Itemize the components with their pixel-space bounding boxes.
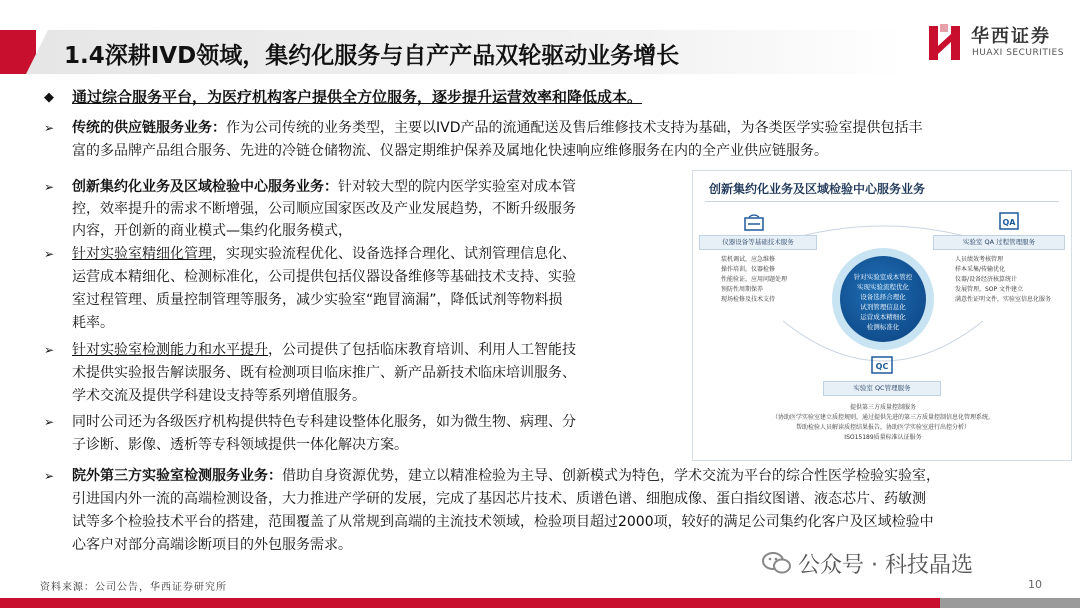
s4-underline: 针对实验室检测能力和水平提升 [72,342,268,358]
bullet-marker: ➢ [44,180,55,194]
s4-line-1 [72,340,576,360]
wechat-icon [762,550,792,576]
list-item: ISO15189质量标准认证服务 [844,434,922,441]
left-service-label: 仪器设备等基础技术服务 [699,235,817,250]
diamond-bullet: ◆ [44,90,54,105]
s6-line-1 [72,466,940,486]
bottom-service-list [733,403,1033,443]
center-text: 针对实验室成本管控 [853,273,913,281]
s4-line-2: 术提供实验报告解读服务、既有检测项目临床推广、新产品新技术临床培训服务、 [72,365,576,381]
s6-line-2: 引进国内外一流的高端检测设备，大力推进产学研的发展，完成了基因芯片技术、质谱色谱、细胞成像、蛋白指纹图谱、液态芯片、药敏测 [72,491,926,507]
bullet-marker: ➢ [44,121,55,135]
qa-shield-icon [997,211,1021,233]
diagram-title: 创新集约化业务及区域检验中心服务业务 [709,182,926,196]
watermark: 公众号 · 科技晶选 [798,553,973,578]
list-item: 帮助检验人员解读质控结果报告，协助医学实验室进行出控分析） [795,424,970,431]
list-item: 仪器/设备经济核算统计 [955,276,1018,283]
s5-line-2: 子诊断、影像、透析等专科领域提供一体化解决方案。 [72,437,408,453]
s2-line-1 [72,177,576,197]
s4-line-3: 学术交流及提供学科建设支持等系列增值服务。 [72,388,366,404]
list-item: 现场检修及技术支持 [721,296,776,303]
center-circle [840,256,926,342]
s3-underline: 针对实验室精细化管理 [72,246,212,262]
center-text: 试剂管理信息化 [860,303,906,311]
s1-line-2: 富的多品牌产品组合服务、先进的冷链仓储物流、仪器定期维护保养及属地化快速响应维修服务在内的全产业供应链服务。 [72,143,828,159]
s2-line-3: 内容，开创新的商业模式—集约化服务模式， [72,223,352,239]
qc-icon-text: QC [875,362,889,371]
s1-line-1 [72,118,922,138]
list-item: 性能验证，应用问题处理 [721,276,788,283]
qc-icon [869,355,895,377]
center-text: 检测标准化 [866,323,900,331]
service-diagram [692,170,1072,461]
s3-text-1: ，实现实验流程优化、设备选择合理化、试剂管理信息化、 [212,246,576,262]
center-text: 运营成本精细化 [860,313,906,321]
huaxi-logo [927,20,1067,66]
logo-cn: 华西证券 [971,26,1051,47]
list-item: 样本采集/传输优化 [955,266,1006,273]
bullet-marker: ➢ [44,415,55,429]
s2-line-2: 控，效率提升的需求不断增强，公司顺应国家医改及产业发展趋势，不断升级服务 [72,201,576,217]
device-icon [743,213,765,233]
title-bar [0,30,905,74]
s2-text-1: 针对较大型的院内医学实验室对成本管 [338,179,576,195]
list-item: （协助医学实验室建立质控规则，通过提供先进的第三方质量控制信息化管理系统， [771,414,994,421]
center-text: 设备选择合理化 [860,293,906,301]
page-number: 10 [1028,578,1042,591]
bullet-marker: ➢ [44,343,55,357]
headline: 通过综合服务平台，为医疗机构客户提供全方位服务，逐步提升运营效率和降低成本。 [72,88,643,106]
list-item: 提供第三方质量控制服务 [849,404,916,411]
s1-text-1: 作为公司传统的业务类型，主要以IVD产品的流通配送及售后维修技术支持为基础，为各类医学实验室提供包括丰 [226,120,923,136]
s2-label: 创新集约化业务及区域检验中心服务业务： [72,179,338,195]
right-service-label: 实验室 QA 过程管理服务 [933,235,1065,250]
s1-label: 传统的供应链服务业务： [72,120,226,136]
s6-label: 院外第三方实验室检测服务业务： [72,468,282,484]
s6-line-3: 试等多个检验技术平台的搭建，范围覆盖了从常规到高端的主流技术领域，检验项目超过2000项，较好的满足公司集约化客户及区域检验中 [72,514,934,530]
s3-line-1 [72,244,576,264]
list-item: 发展管理，SOP 文件建立 [955,286,1024,293]
huaxi-logo-icon [927,22,965,62]
source-note: 资料来源：公司公告，华西证券研究所 [40,582,227,593]
qa-icon-text: QA [1002,218,1016,227]
page-title: 1.4深耕IVD领域，集约化服务与自产产品双轮驱动业务增长 [64,43,680,69]
s3-line-4: 耗率。 [72,315,114,331]
s4-text-1: ，公司提供了包括临床教育培训、利用人工智能技 [268,342,576,358]
s3-line-3: 室过程管理、质量控制管理等服务，减少实验室“跑冒滴漏”，降低试剂等物料损 [72,292,563,308]
footer-bar [0,598,1080,608]
s6-line-4: 心客户对部分高端诊断项目的外包服务需求。 [72,537,352,553]
right-service-list [955,255,1051,305]
s6-text-1: 借助自身资源优势，建立以精准检验为主导、创新模式为特色，学术交流为平台的综合性医学检验实验室， [282,468,940,484]
list-item: 满意性证明文件，实验室信息化服务 [955,296,1052,303]
bottom-service-label: 实验室 QC管理服务 [823,381,941,396]
list-item: 人员绩效考核管理 [955,256,1004,263]
bullet-marker: ➢ [44,469,55,483]
center-text: 实现实验流程优化 [857,283,909,291]
left-service-list [721,255,787,305]
s3-line-2: 运营成本精细化、检测标准化，公司提供包括仪器设备维修等基础技术支持、实验 [72,269,576,285]
list-item: 操作培训，仪器检修 [721,266,776,273]
list-item: 装机调试，应急维修 [721,256,776,263]
logo-en: HUAXI SECURITIES [972,48,1064,58]
bullet-marker: ➢ [44,247,55,261]
s5-line-1: 同时公司还为各级医疗机构提供特色专科建设整体化服务，如为微生物、病理、分 [72,414,576,430]
list-item: 预防性周期保养 [721,286,764,293]
footer-bar-grey [940,598,1080,608]
